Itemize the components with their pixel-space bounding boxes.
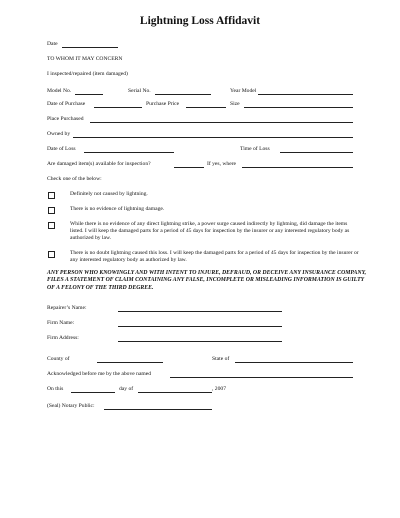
check-instruction: Check one of the below: [47, 176, 102, 182]
on-this-label: On this [47, 386, 64, 392]
date-label: Date [47, 41, 58, 47]
state-label: State of [212, 356, 230, 362]
option-checkbox-2[interactable] [48, 207, 55, 214]
notary-field[interactable] [104, 409, 212, 410]
option-text-4: There is no doubt lightning caused this loss. I will keep the damaged parts for a period of 45 days for inspection by the insurer or any interested regulatory body as authorized by law. [70, 250, 359, 263]
size-field[interactable] [244, 107, 353, 108]
firm-name-label: Firm Name: [47, 320, 75, 326]
year-field[interactable] [258, 94, 353, 95]
place-label: Place Purchased [47, 116, 84, 122]
if-yes-label: If yes, where [207, 161, 237, 167]
loss-time-label: Time of Loss [240, 146, 270, 152]
date-field[interactable] [62, 47, 118, 48]
purchase-price-label: Purchase Price [146, 101, 180, 107]
notary-label: (Seal) Notary Public: [47, 403, 95, 409]
owned-label: Owned by [47, 131, 71, 137]
year-label: Year Model [230, 88, 257, 94]
firm-address-label: Firm Address: [47, 335, 79, 341]
option-text-2: There is no evidence of lightning damage. [70, 206, 165, 212]
if-yes-field[interactable] [242, 167, 353, 168]
option-checkbox-4[interactable] [48, 251, 55, 258]
day-of-label: day of [119, 386, 134, 392]
purchase-date-field[interactable] [94, 107, 142, 108]
model-label: Model No. [47, 88, 72, 94]
acknowledged-field[interactable] [170, 377, 353, 378]
available-label: Are damaged item(s) available for inspection? [47, 161, 151, 167]
day-field[interactable] [71, 392, 115, 393]
option-checkbox-3[interactable] [48, 222, 55, 229]
model-field[interactable] [75, 94, 103, 95]
option-text-3: While there is no evidence of any direct lightning strike, a power surge caused indirectly by lightning, did damage the items listed. I will keep the damaged parts for a period of 45 days for inspection by the insurer or any interested regulatory body as authorized by law. [70, 221, 350, 241]
option-text-1: Definitely not caused by lightning. [70, 191, 148, 197]
purchase-date-label: Date of Purchase [47, 101, 86, 107]
serial-label: Serial No. [128, 88, 151, 94]
loss-date-field[interactable] [84, 152, 174, 153]
available-field[interactable] [174, 167, 204, 168]
acknowledged-label: Acknowledged before me by the above named [47, 371, 152, 377]
firm-address-field[interactable] [118, 341, 282, 342]
inspected-label: I inspected/repaired (item damaged) [47, 71, 128, 77]
fraud-warning: ANY PERSON WHO KNOWINGLY AND WITH INTENT TO INJURE, DEFRAUD, OR DECEIVE ANY INSURANCE COMPANY, FILES A STATEMENT OF CLAIM CONTAINING ANY FALSE, INCOMPLETE OR MISLEADING INFORMATION IS GUILTY OF A FELONY OF THE THIRD DEGREE. [47, 270, 367, 291]
firm-name-field[interactable] [118, 326, 282, 327]
county-field[interactable] [97, 362, 163, 363]
county-label: County of [47, 356, 70, 362]
loss-date-label: Date of Loss [47, 146, 76, 152]
to-whom-heading: TO WHOM IT MAY CONCERN [47, 56, 123, 62]
place-field[interactable] [90, 122, 353, 123]
owned-field[interactable] [73, 137, 353, 138]
year-suffix: , 2007 [212, 386, 226, 392]
repairer-label: Repairer’s Name: [47, 305, 87, 311]
loss-time-field[interactable] [280, 152, 353, 153]
serial-field[interactable] [155, 94, 211, 95]
page-title: Lightning Loss Affidavit [139, 15, 261, 27]
purchase-price-field[interactable] [186, 107, 226, 108]
size-label: Size [230, 101, 240, 107]
state-field[interactable] [235, 362, 353, 363]
month-field[interactable] [138, 392, 212, 393]
repairer-field[interactable] [118, 311, 282, 312]
option-checkbox-1[interactable] [48, 192, 55, 199]
